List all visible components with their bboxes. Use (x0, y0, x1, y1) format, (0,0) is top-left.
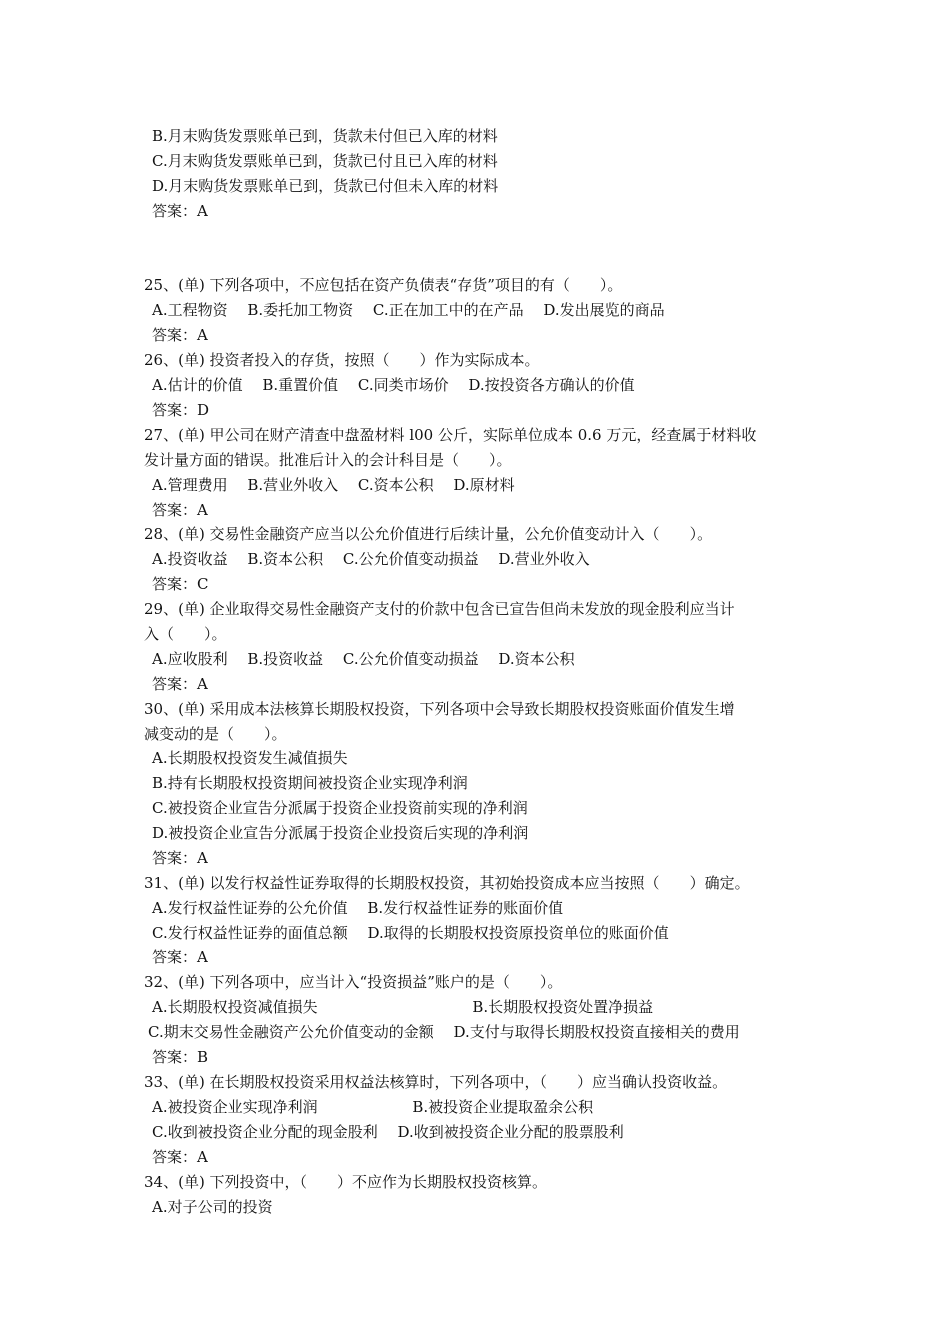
question-line: 29、(单) 企业取得交易性金融资产支付的价款中包含已宣告但尚未发放的现金股利应当计 (144, 600, 735, 618)
question-line: 减变动的是（ ）。 (144, 725, 287, 743)
option-line: A.估计的价值 B.重置价值 C.同类市场价 D.按投资各方确认的价值 (152, 376, 635, 394)
answer-line: 答案：B (152, 1048, 209, 1066)
answer-line: 答案：C (152, 575, 209, 593)
option-line: A.投资收益 B.资本公积 C.公允价值变动损益 D.营业外收入 (152, 550, 590, 568)
option-line: A.长期股权投资发生减值损失 (152, 749, 348, 767)
question-line: 发计量方面的错误。批准后计入的会计科目是（ ）。 (144, 451, 512, 469)
option-line: D.被投资企业宣告分派属于投资企业投资后实现的净利润 (152, 824, 529, 842)
question-line: 27、(单) 甲公司在财产清查中盘盈材料 l00 公斤，实际单位成本 0.6 万元，经查属于材料收 (144, 426, 757, 444)
answer-line: 答案：A (152, 326, 208, 344)
option-line: B.持有长期股权投资期间被投资企业实现净利润 (152, 774, 468, 792)
answer-line: 答案：A (152, 501, 208, 519)
option-line: A.对子公司的投资 (152, 1198, 273, 1216)
question-line: 33、(单) 在长期股权投资采用权益法核算时，下列各项中，（ ）应当确认投资收益。 (144, 1073, 728, 1091)
question-line: 入（ ）。 (144, 625, 227, 643)
option-line: C.被投资企业宣告分派属于投资企业投资前实现的净利润 (152, 799, 528, 817)
option-line: C.期末交易性金融资产公允价值变动的金额 D.支付与取得长期股权投资直接相关的费用 (148, 1023, 740, 1041)
question-line: 28、(单) 交易性金融资产应当以公允价值进行后续计量，公允价值变动计入（ ）。 (144, 525, 713, 543)
answer-line: 答案：A (152, 675, 208, 693)
option-line: A.发行权益性证券的公允价值 B.发行权益性证券的账面价值 (152, 899, 564, 917)
answer-line: 答案：A (152, 948, 208, 966)
option-line: A.被投资企业实现净利润 B.被投资企业提取盈余公积 (152, 1098, 594, 1116)
option-line: D.月末购货发票账单已到，货款已付但未入库的材料 (152, 177, 499, 195)
option-line: C.收到被投资企业分配的现金股利 D.收到被投资企业分配的股票股利 (152, 1123, 624, 1141)
option-line: A.长期股权投资减值损失 B.长期股权投资处置净损益 (152, 998, 654, 1016)
option-line: A.管理费用 B.营业外收入 C.资本公积 D.原材料 (152, 476, 515, 494)
question-line: 32、(单) 下列各项中，应当计入“投资损益”账户的是（ ）。 (144, 973, 563, 991)
question-line: 31、(单) 以发行权益性证券取得的长期股权投资，其初始投资成本应当按照（ ）确定。 (144, 874, 750, 892)
question-line: 26、(单) 投资者投入的存货，按照（ ）作为实际成本。 (144, 351, 540, 369)
option-line: C.发行权益性证券的面值总额 D.取得的长期股权投资原投资单位的账面价值 (152, 924, 669, 942)
question-line: 34、(单) 下列投资中，（ ）不应作为长期股权投资核算。 (144, 1173, 548, 1191)
answer-line: 答案：A (152, 849, 208, 867)
option-line: A.应收股利 B.投资收益 C.公允价值变动损益 D.资本公积 (152, 650, 575, 668)
option-line: B.月末购货发票账单已到，货款未付但已入库的材料 (152, 127, 498, 145)
answer-line: 答案：D (152, 401, 210, 419)
option-line: A.工程物资 B.委托加工物资 C.正在加工中的在产品 D.发出展览的商品 (152, 301, 665, 319)
answer-line: 答案：A (152, 1148, 208, 1166)
answer-line: 答案：A (152, 202, 208, 220)
question-line: 25、(单) 下列各项中，不应包括在资产负债表“存货”项目的有（ ）。 (144, 276, 623, 294)
option-line: C.月末购货发票账单已到，货款已付且已入库的材料 (152, 152, 498, 170)
question-line: 30、(单) 采用成本法核算长期股权投资，下列各项中会导致长期股权投资账面价值发生增 (144, 700, 735, 718)
